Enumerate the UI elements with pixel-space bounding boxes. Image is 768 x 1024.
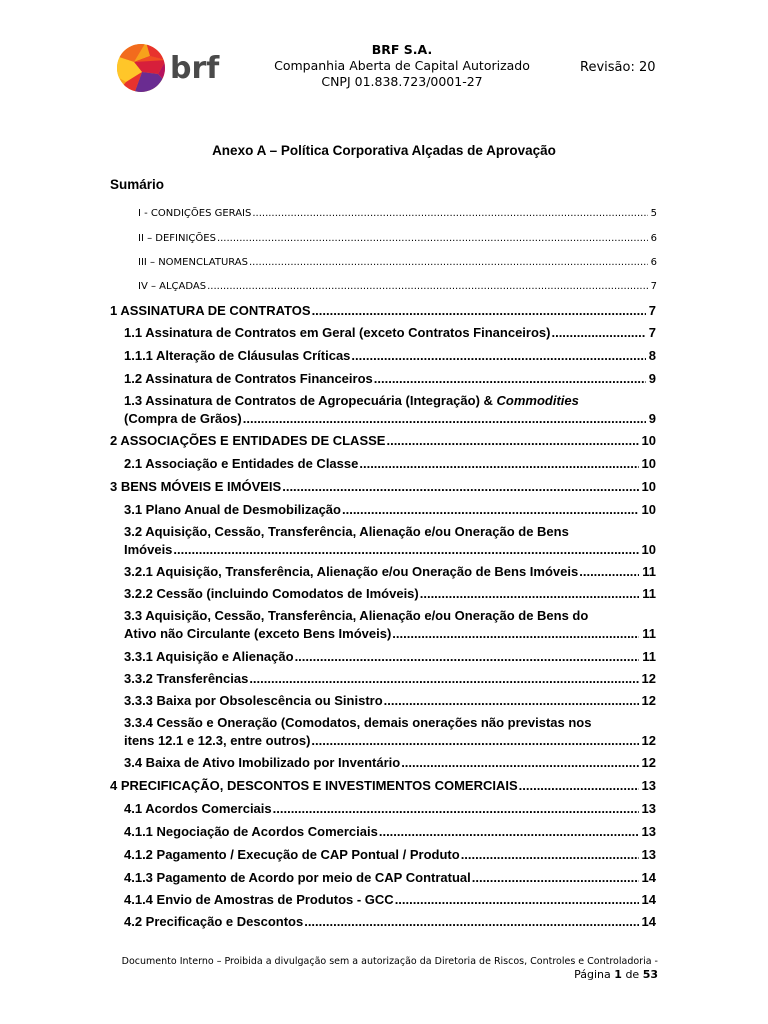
toc-entry[interactable]: 2 ASSOCIAÇÕES E ENTIDADES DE CLASSE ..... 10 — [110, 433, 656, 448]
toc-entry[interactable]: 3 BENS MÓVEIS E IMÓVEIS ..... 10 — [110, 479, 656, 494]
summary-heading: Sumário — [110, 177, 165, 192]
toc-entry[interactable]: 3.3.1 Aquisição e Alienação ..... 11 — [124, 649, 656, 664]
toc-entry[interactable]: 3.3.3 Baixa por Obsolescência ou Sinistro ..... 12 — [124, 693, 656, 708]
document-title: Anexo A – Política Corporativa Alçadas de Aprovação — [212, 143, 556, 158]
toc-entry[interactable]: III – NOMENCLATURAS ..... 6 — [138, 257, 657, 268]
toc-entry[interactable]: 4.1.3 Pagamento de Acordo por meio de CAP Contratual ..... 14 — [124, 870, 656, 885]
toc-entry[interactable]: 4.1.4 Envio de Amostras de Produtos - GCC ..... 14 — [124, 892, 656, 907]
page-header — [0, 0, 768, 110]
toc-entry[interactable]: 4.2 Precificação e Descontos ..... 14 — [124, 914, 656, 929]
revision-label: Revisão: 20 — [580, 60, 656, 75]
brf-logo — [116, 42, 226, 94]
toc-entry[interactable]: 1 ASSINATURA DE CONTRATOS ..... 7 — [110, 303, 656, 318]
toc-entry[interactable]: 3.1 Plano Anual de Desmobilização ..... 10 — [124, 502, 656, 517]
footer-notice: Documento Interno – Proibida a divulgação sem a autorização da Diretoria de Riscos, Controles e Controladoria - — [121, 956, 658, 967]
toc-entry[interactable]: 3.3.2 Transferências ..... 12 — [124, 671, 656, 686]
toc-entry[interactable]: 3.3 Aquisição, Cessão, Transferência, Alienação e/ou Oneração de Bens do Ativo não Circulante (exceto Bens Imóveis) ..... 11 — [124, 608, 656, 641]
toc-entry[interactable]: 4.1 Acordos Comerciais ..... 13 — [124, 801, 656, 816]
company-type: Companhia Aberta de Capital Autorizado — [274, 58, 530, 73]
logo-wordmark: brf — [170, 51, 220, 86]
toc-entry[interactable]: 3.2.2 Cessão (incluindo Comodatos de Imóveis) ..... 11 — [124, 586, 656, 601]
toc-entry[interactable]: I - CONDIÇÕES GERAIS ..... 5 — [138, 208, 657, 219]
toc-entry[interactable]: 3.2.1 Aquisição, Transferência, Alienação e/ou Oneração de Bens Imóveis ..... 11 — [124, 564, 656, 579]
toc-entry[interactable]: 4 PRECIFICAÇÃO, DESCONTOS E INVESTIMENTOS COMERCIAIS ..... 13 — [110, 778, 656, 793]
toc-entry[interactable]: 1.1 Assinatura de Contratos em Geral (exceto Contratos Financeiros) ..... 7 — [124, 325, 656, 340]
company-name: BRF S.A. — [371, 42, 433, 57]
toc-entry[interactable]: 1.3 Assinatura de Contratos de Agropecuária (Integração) & Commodities (Compra de Grãos) ..... 9 — [124, 393, 656, 426]
toc-entry[interactable]: 3.4 Baixa de Ativo Imobilizado por Inventário ..... 12 — [124, 755, 656, 770]
toc-entry[interactable]: II – DEFINIÇÕES ..... 6 — [138, 233, 657, 244]
toc-entry[interactable]: 1.2 Assinatura de Contratos Financeiros ..... 9 — [124, 371, 656, 386]
company-cnpj: CNPJ 01.838.723/0001-27 — [321, 74, 483, 89]
toc-entry[interactable]: 3.2 Aquisição, Cessão, Transferência, Alienação e/ou Oneração de Bens Imóveis ..... 10 — [124, 524, 656, 557]
toc-entry[interactable]: 3.3.4 Cessão e Oneração (Comodatos, demais onerações não previstas nos itens 12.1 e 12.3, entre outros) ..... 12 — [124, 715, 656, 748]
toc-entry[interactable]: 1.1.1 Alteração de Cláusulas Críticas ..... 8 — [124, 348, 656, 363]
toc-entry[interactable]: IV – ALÇADAS ..... 7 — [138, 281, 657, 292]
toc-entry[interactable]: 4.1.1 Negociação de Acordos Comerciais ..... 13 — [124, 824, 656, 839]
company-info — [270, 42, 534, 90]
page-footer — [100, 955, 658, 981]
page-number: Página 1 de 53 — [574, 968, 658, 981]
toc-entry[interactable]: 4.1.2 Pagamento / Execução de CAP Pontual / Produto ..... 13 — [124, 847, 656, 862]
toc-entry[interactable]: 2.1 Associação e Entidades de Classe ..... 10 — [124, 456, 656, 471]
